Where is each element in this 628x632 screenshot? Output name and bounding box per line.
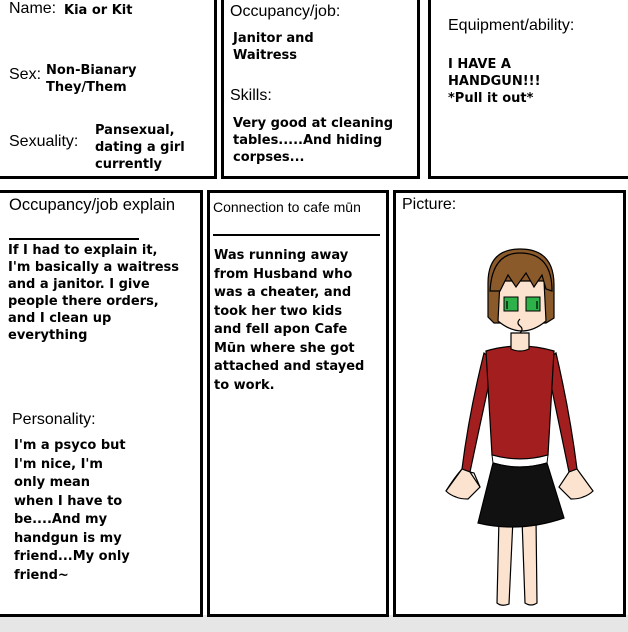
sex-value-1: Non-Bianary [46, 63, 137, 78]
skills-value-3: corpses... [233, 150, 305, 165]
right-eye [526, 297, 540, 311]
equipment-value-3: *Pull it out* [448, 91, 534, 106]
personality-line: only mean [14, 475, 91, 490]
character-illustration [396, 193, 626, 617]
occupancy-value-1: Janitor and [233, 31, 314, 46]
personality-line: handgun is my [14, 530, 122, 546]
neck [511, 333, 529, 351]
connection-divider [213, 234, 380, 236]
connection-line: and fell apon Cafe [214, 322, 348, 337]
explain-label: Occupancy/job explain [9, 196, 176, 214]
left-eye [504, 297, 518, 311]
explain-line: I'm basically a waitress [8, 260, 180, 275]
personality-line: friend...My only [14, 549, 130, 564]
sex-label: Sex: [9, 66, 42, 83]
personality-line: I'm nice, I'm [14, 456, 103, 472]
occupancy-label: Occupancy/job: [230, 3, 341, 20]
picture-label: Picture: [402, 196, 457, 213]
legs [497, 518, 537, 605]
connection-line: attached and stayed [214, 359, 365, 374]
connection-line: to work. [214, 377, 275, 393]
connection-text [214, 247, 364, 395]
personality-label: Personality: [12, 411, 96, 428]
explain-text [8, 242, 179, 344]
connection-line: Was running away [214, 248, 349, 263]
explain-line: and a janitor. I give [8, 277, 150, 292]
picture-panel [393, 190, 626, 617]
connection-line: from Husband who [214, 266, 353, 282]
skirt [478, 463, 564, 527]
job-panel [221, 0, 420, 179]
equipment-panel [428, 0, 628, 179]
sexuality-value-1: Pansexual, [95, 123, 175, 138]
skills-value-1: Very good at cleaning [233, 116, 394, 131]
connection-panel [207, 190, 389, 617]
connection-line: was a cheater, and [214, 285, 352, 300]
connection-label: Connection to cafe mūn [213, 199, 361, 215]
equipment-value-1: I HAVE A [448, 57, 511, 72]
personality-line: be....And my [14, 512, 108, 527]
skills-label: Skills: [230, 87, 272, 104]
occupancy-value-2: Waitress [233, 48, 298, 63]
connection-line: took her two kids [214, 303, 343, 319]
explain-panel [0, 190, 203, 617]
identity-panel [0, 0, 217, 179]
explain-line: people there orders, [8, 294, 159, 309]
name-label: Name: [9, 0, 57, 17]
explain-line: everything [8, 328, 88, 343]
sexuality-value-3: currently [95, 157, 162, 172]
name-value: Kia or Kit [64, 3, 133, 18]
equipment-value-2: HANDGUN!!! [448, 74, 541, 89]
sexuality-value-2: dating a girl [95, 140, 185, 155]
explain-line: and I clean up [8, 311, 112, 326]
explain-divider [9, 238, 139, 240]
connection-line: Mūn where she got [214, 340, 355, 356]
personality-line: friend~ [14, 567, 69, 583]
personality-text [14, 437, 130, 585]
sexuality-label: Sexuality: [9, 133, 79, 150]
personality-line: I'm a psyco but [14, 438, 126, 453]
sex-value-2: They/Them [46, 80, 127, 95]
equipment-label: Equipment/ability: [448, 17, 575, 34]
explain-line: If I had to explain it, [8, 243, 158, 258]
shirt [486, 346, 554, 459]
skills-value-2: tables.....And hiding [233, 133, 383, 148]
personality-line: when I have to [14, 493, 123, 509]
